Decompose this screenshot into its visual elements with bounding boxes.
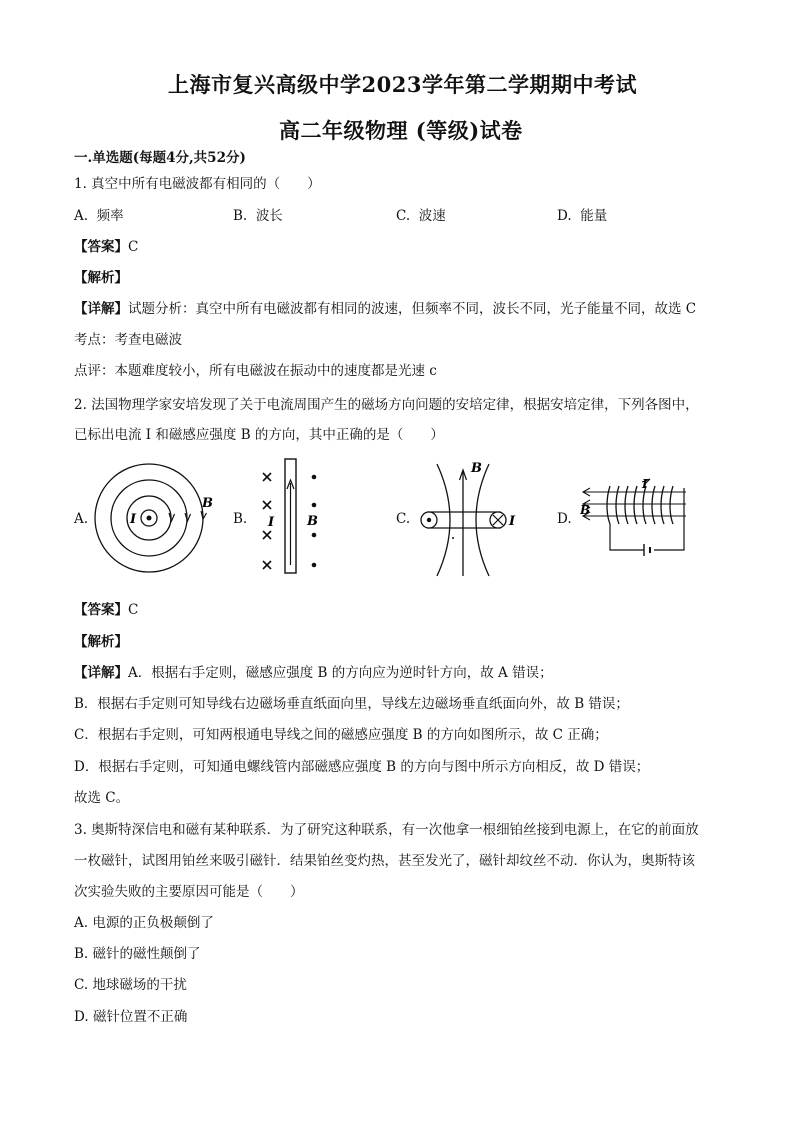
option-letter: C. (396, 208, 411, 224)
q3-option-a (74, 911, 214, 931)
option-letter: C. (74, 977, 89, 993)
fig-c-field-label: B (471, 461, 482, 476)
q2-detail-c: C．根据右手定则，可知两根通电导线之间的磁感应强度 B 的方向如图所示，故 C 正确； (74, 727, 608, 743)
q1-option-b (233, 204, 283, 224)
option-letter: B. (74, 946, 89, 962)
answer-tag: 【答案】 (74, 602, 128, 618)
option-letter: A. (74, 915, 89, 931)
exam-title-line1: 上海市复兴高级中学2023学年第二学期期中考试 (168, 72, 637, 97)
fig-b-current-label: I (268, 515, 275, 530)
q2-conclusion: 故选 C。 (74, 790, 130, 806)
figure-label-b: B. (233, 511, 248, 527)
q1-dianping: 点评：本题难度较小，所有电磁波在振动中的速度都是光速 c (74, 363, 437, 379)
answer-value: C (128, 602, 139, 618)
q2-stem-line2: 已标出电流 I 和磁感应强度 B 的方向，其中正确的是（ ） (74, 427, 444, 443)
q2-analysis-tag: 【解析】 (74, 634, 128, 650)
figure-c-parallel-wires (415, 458, 523, 582)
q3-stem-line1: 3. 奥斯特深信电和磁有某种联系．为了研究这种联系，有一次他拿一根细铂丝接到电源上，在它的前面放 (74, 822, 699, 838)
option-text: 磁针位置不正确 (92, 1009, 188, 1025)
q1-answer (74, 235, 138, 255)
q1-kaodian: 考点：考查电磁波 (74, 332, 182, 348)
detail-text: A．根据右手定则，磁感应强度 B 的方向应为逆时针方向，故 A 错误； (128, 665, 553, 681)
q3-option-b (74, 942, 201, 962)
figure-label-c: C. (396, 511, 411, 527)
figure-b-straight-wire (252, 453, 332, 581)
fig-c-current-label: I (509, 514, 516, 529)
fig-b-field-label: B (307, 514, 318, 529)
option-text: 磁针的磁性颠倒了 (92, 946, 201, 962)
q3-option-c (74, 973, 187, 993)
q1-option-a (74, 204, 124, 224)
fig-d-current-label: I (642, 477, 648, 491)
option-letter: B. (233, 208, 248, 224)
q2-detail-d: D．根据右手定则，可知通电螺线管内部磁感应强度 B 的方向与图中所示方向相反，故 D 错误； (74, 759, 650, 775)
q1-detail (74, 297, 696, 317)
figure-a-concentric-field (92, 461, 216, 585)
detail-tag: 【详解】 (74, 665, 128, 681)
q2-detail-a (74, 661, 553, 681)
option-text: 频率 (96, 208, 124, 224)
fig-a-field-label: B (202, 496, 213, 511)
q1-analysis-tag: 【解析】 (74, 270, 128, 286)
answer-value: C (128, 239, 139, 255)
detail-tag: 【详解】 (74, 301, 128, 317)
q3-stem-line2: 一枚磁针，试图用铂丝来吸引磁针．结果铂丝变灼热，甚至发光了，磁针却纹丝不动．你认为，奥斯特该 (74, 853, 695, 869)
q2-answer (74, 598, 138, 618)
option-text: 能量 (580, 208, 608, 224)
option-text: 电源的正负极颠倒了 (92, 915, 214, 931)
option-text: 波长 (255, 208, 283, 224)
q2-stem-line1: 2. 法国物理学家安培发现了关于电流周围产生的磁场方向问题的安培定律，根据安培定律，下列各图中， (74, 397, 699, 413)
option-letter: D. (557, 208, 572, 224)
figure-label-d: D. (557, 511, 572, 527)
figure-d-solenoid (580, 474, 692, 558)
fig-a-current-label: I (130, 512, 137, 527)
option-letter: A. (74, 208, 89, 224)
fig-d-field-label: B (580, 503, 591, 517)
figure-label-a: A. (74, 511, 89, 527)
q3-stem-line3: 次实验失败的主要原因可能是（ ） (74, 884, 304, 900)
q1-option-d (557, 204, 607, 224)
q1-option-c (396, 204, 446, 224)
option-text: 波速 (418, 208, 446, 224)
q2-detail-b: B．根据右手定则可知导线右边磁场垂直纸面向里，导线左边磁场垂直纸面向外，故 B 错误； (74, 696, 629, 712)
option-letter: D. (74, 1009, 89, 1025)
answer-tag: 【答案】 (74, 239, 128, 255)
option-text: 地球磁场的干扰 (92, 977, 187, 993)
section-heading: 一.单选题(每题4分,共52分) (74, 150, 246, 166)
q1-stem: 1. 真空中所有电磁波都有相同的（ ） (74, 176, 321, 192)
q3-option-d (74, 1005, 187, 1025)
detail-text: 试题分析：真空中所有电磁波都有相同的波速，但频率不同，波长不同，光子能量不同，故选 C (128, 301, 697, 317)
exam-title-line2: 高二年级物理 (等级)试卷 (279, 118, 523, 143)
